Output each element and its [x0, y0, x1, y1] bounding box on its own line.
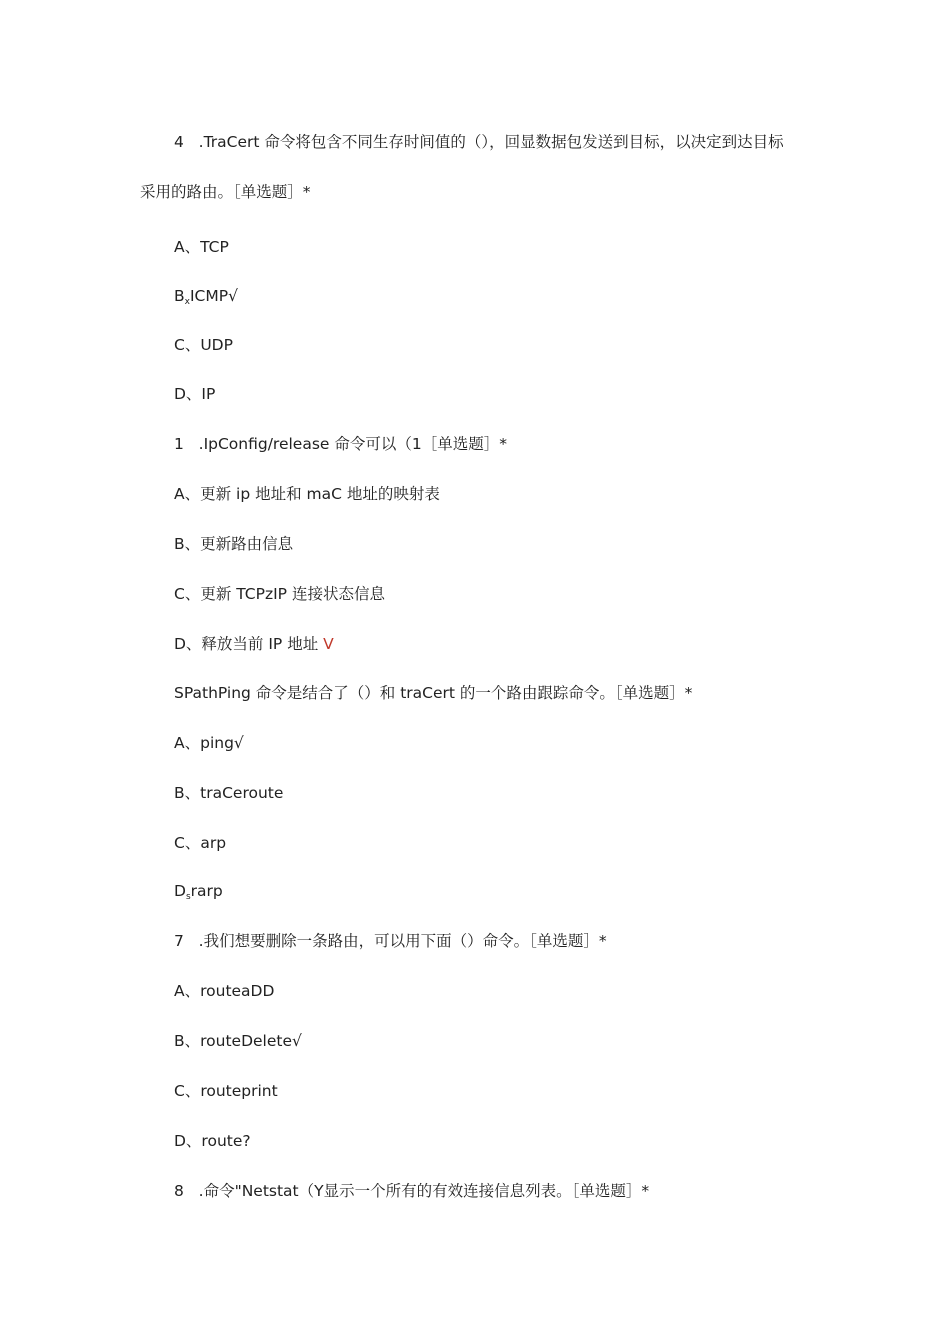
question-7: 7 .我们想要删除一条路由，可以用下面（）命令。［单选题］* — [174, 932, 607, 950]
question-5-option-c: C、arp — [174, 834, 227, 852]
question-4-option-a: A、TCP — [174, 238, 229, 256]
question-1-option-d — [174, 634, 334, 654]
question-5: SPathPing 命令是结合了（）和 traCert 的一个路由跟踪命令。［单选题］* — [174, 684, 693, 702]
question-7-option-c: C、routeprint — [174, 1082, 278, 1100]
question-7-option-d: D、route? — [174, 1132, 251, 1150]
question-5-option-d — [174, 881, 223, 907]
question-1-option-b: B、更新路由信息 — [174, 535, 294, 553]
question-8: 8 .命令"Netstat（Y显示一个所有的有效连接信息列表。［单选题］* — [174, 1182, 650, 1200]
question-4-line-1: 4 .TraCert 命令将包含不同生存时间值的（），回显数据包发送到目标，以决定到达目标 — [174, 133, 784, 151]
question-5-option-a: A、ping√ — [174, 734, 244, 752]
answer-mark: V — [323, 635, 334, 653]
question-1-option-a: A、更新 ip 地址和 maC 地址的映射表 — [174, 485, 440, 503]
question-4-option-c: C、UDP — [174, 336, 233, 354]
option-letter: D — [174, 882, 186, 900]
option-text: rarp — [190, 882, 223, 900]
option-letter: B — [174, 287, 185, 305]
question-4-line-2: 采用的路由。［单选题］* — [140, 183, 311, 201]
option-text: ICMP√ — [189, 287, 238, 305]
question-4-option-b — [174, 286, 238, 312]
question-7-option-a: A、routeaDD — [174, 982, 275, 1000]
question-7-option-b: B、routeDelete√ — [174, 1032, 302, 1050]
question-5-option-b: B、traCeroute — [174, 784, 284, 802]
option-subscript: s — [185, 892, 191, 902]
question-1-option-c: C、更新 TCPzIP 连接状态信息 — [174, 585, 385, 603]
option-subscript: x — [184, 297, 190, 307]
option-text: D、释放当前 IP 地址 — [174, 635, 319, 653]
question-1: 1 .IpConfig/release 命令可以（1［单选题］* — [174, 435, 507, 453]
question-4-option-d: D、IP — [174, 385, 216, 403]
